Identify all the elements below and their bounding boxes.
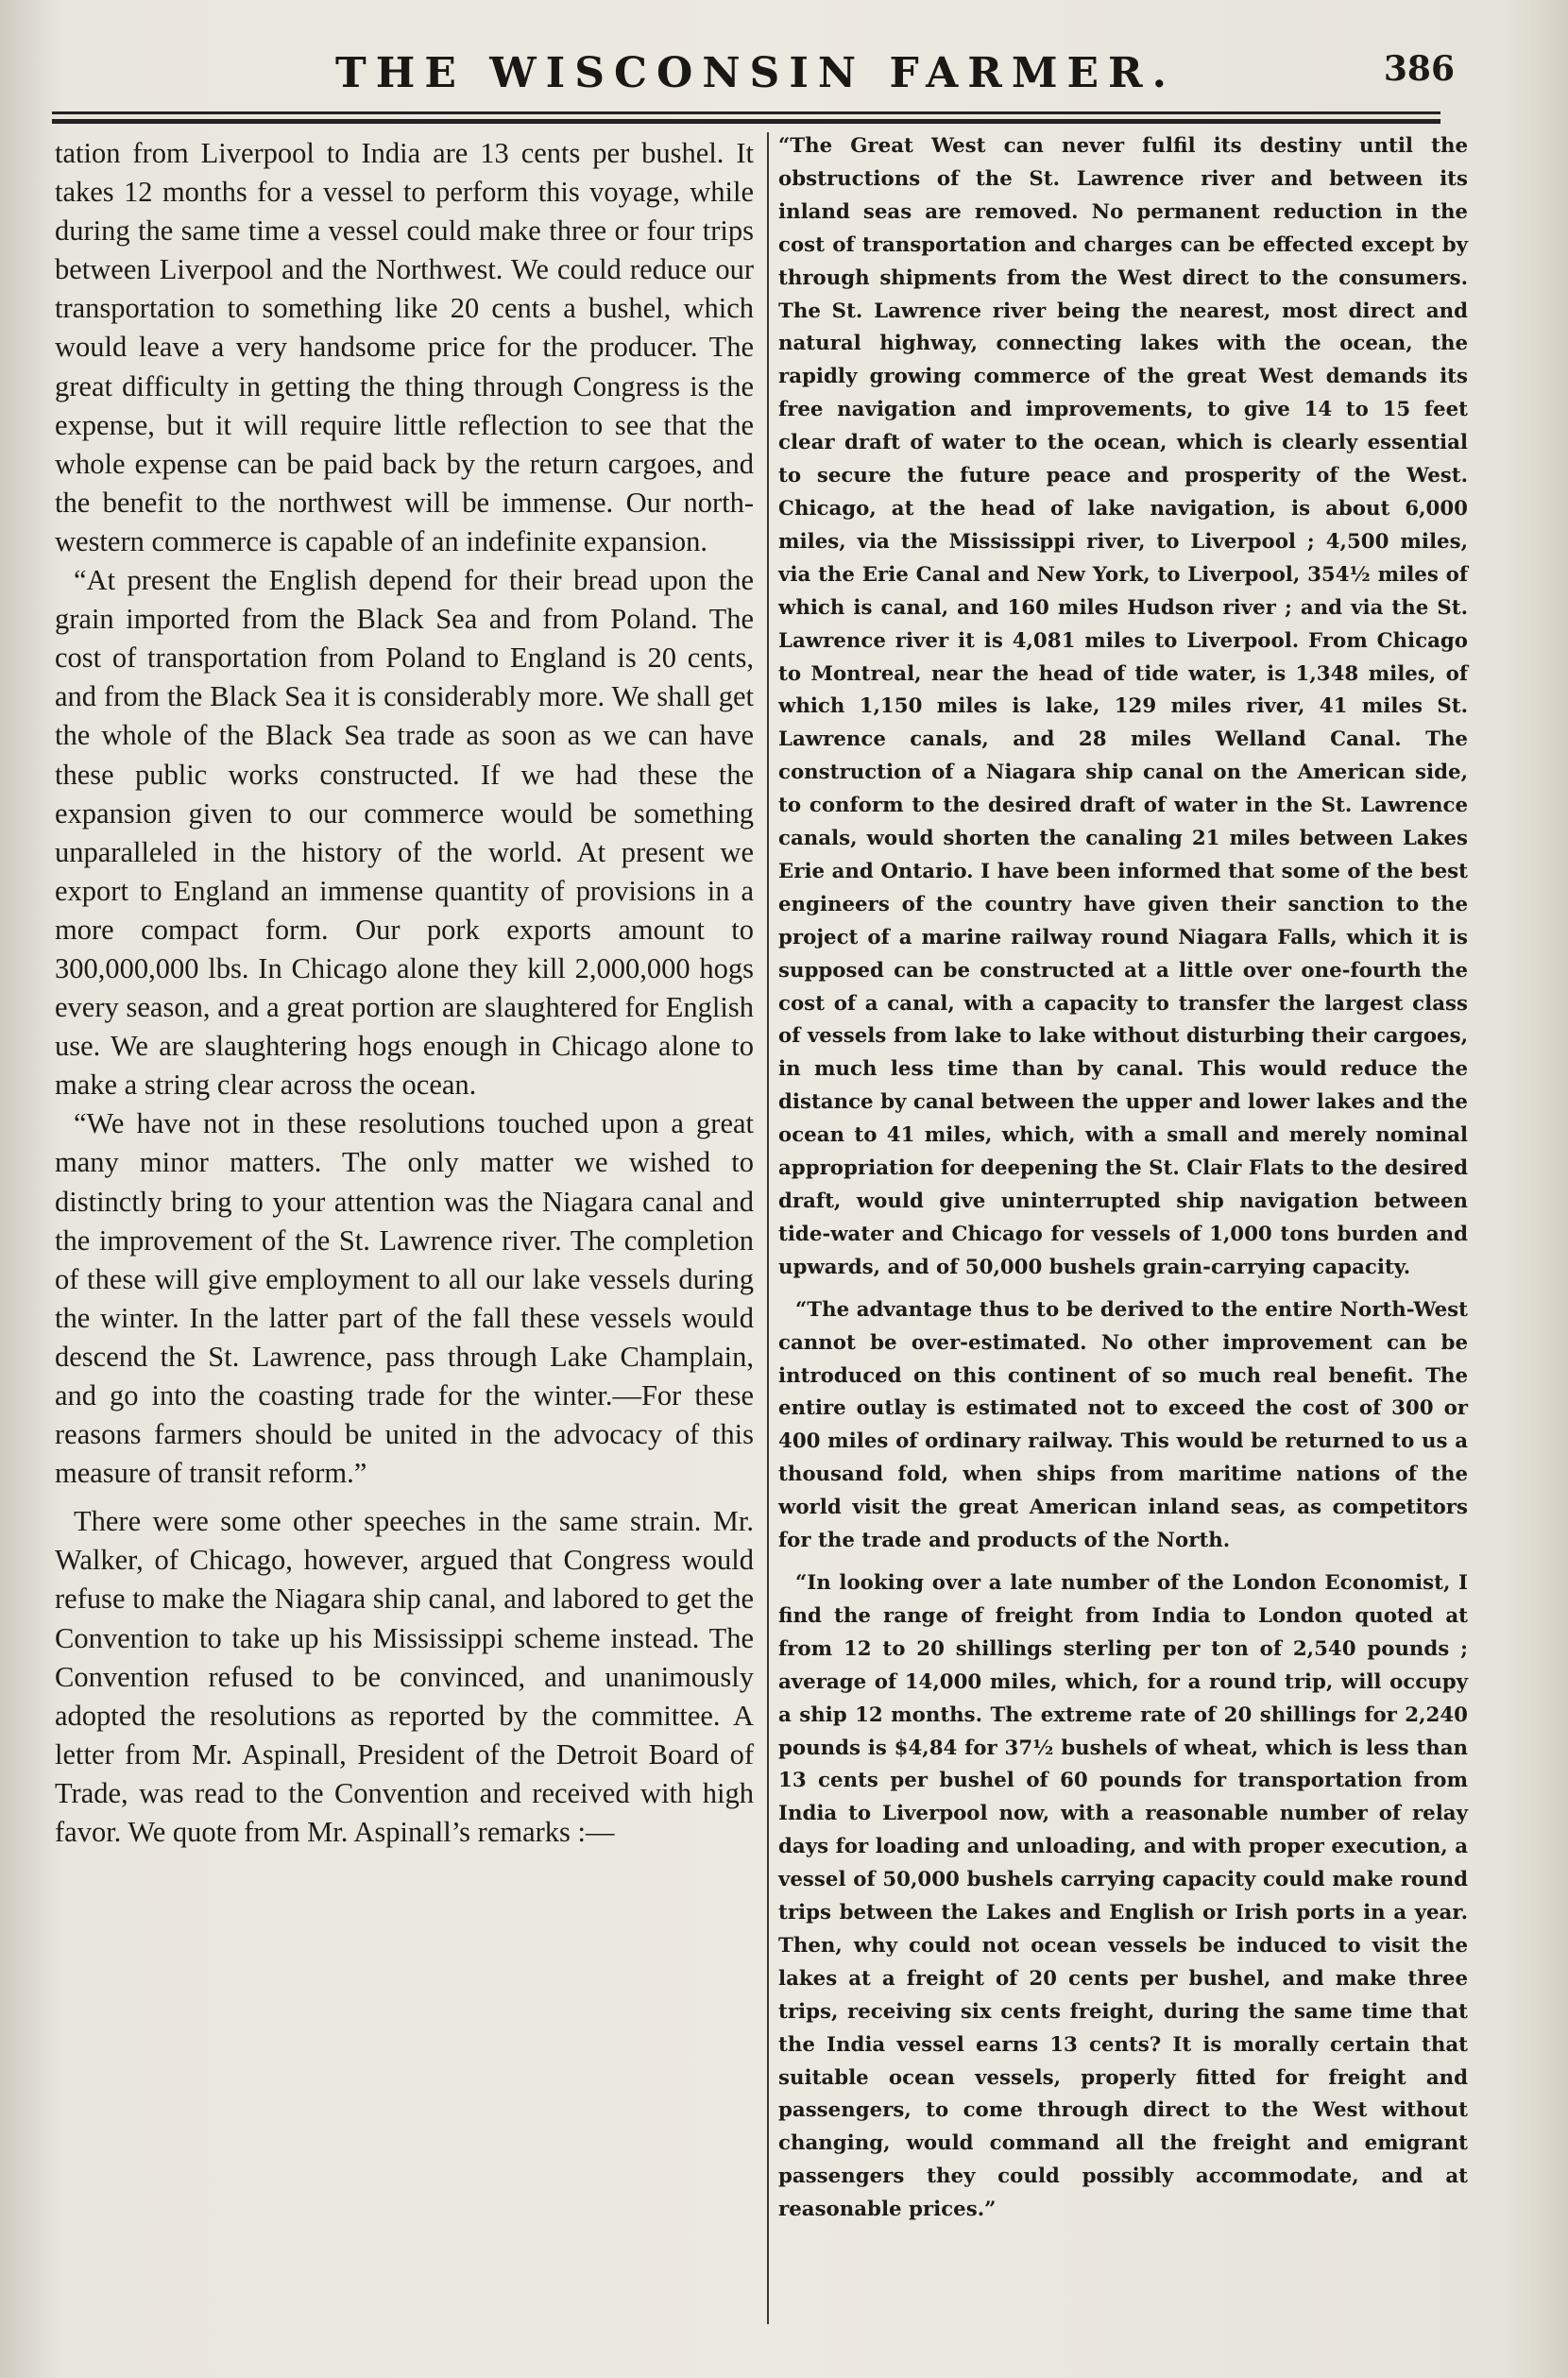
left-paragraph: “At present the English depend for their bread upon the grain imported from the Black Sea and from Poland. The cost of transportation from Poland to England is 20 cents, and from the Black Sea it is considerably more. We shall get the whole of the Black Sea trade as soon as we can have these public works constructed. If we had these the expansion given to our commerce would be something unparalleled in the history of the world. At present we export to England an immense quantity of provisions in a more compact form. Our pork exports amount to 300,000,000 lbs. In Chicago alone they kill 2,000,000 hogs every season, and a great portion are slaughtered for English use. We are slaughtering hogs enough in Chicago alone to make a string clear across the ocean. (55, 564, 754, 1102)
right-paragraph: “The Great West can never fulfil its destiny until the obstructions of the St. Lawrence river and between its inland seas are removed. No permanent reduction in the cost of transportation and charges can be effected except by through shipments from the West direct to the consumers. The St. Lawrence river being the nearest, most direct and natural highway, connecting lakes with the ocean, the rapidly growing commerce of the great West demands its free navigation and improvements, to give 14 to 15 feet clear draft of water to the ocean, which is clearly essential to secure the future peace and prosperity of the West. Chicago, at the head of lake navigation, is about 6,000 miles, via the Mississippi river, to Liverpool ; 4,500 miles, via the Erie Canal and New York, to Liverpool, 354½ miles of which is canal, and 160 miles Hudson river ; and via the St. Lawrence river it is 4,081 miles to Liverpool. From Chicago to Montreal, near the head of tide water, is 1,348 miles, of which 1,150 miles is lake, 129 miles river, 41 miles St. Lawrence canals, and 28 miles Welland Canal. The construction of a Niagara ship canal on the American side, to conform to the desired draft of water in the St. Lawrence canals, would shorten the canaling 21 miles between Lakes Erie and Ontario. I have been informed that some of the best engineers of the country have given their sanction to the project of a marine railway round Niagara Falls, which it is supposed can be constructed at a little over one-fourth the cost of a canal, with a capacity to transfer the largest class of vessels from lake to lake without disturbing their cargoes, in much less time than by canal. This would reduce the distance by canal between the upper and lower lakes and the ocean to 41 miles, which, with a small and merely nominal appropriation for deepening the St. Clair Flats to the desired draft, would give uninterrupted ship navigation between tide-water and Chicago for vessels of 1,000 tons burden and upwards, and of 50,000 bushels grain-carrying capacity. (778, 134, 1468, 1279)
page-header (57, 49, 1455, 106)
right-paragraph: “In looking over a late number of the London Economist, I find the range of freight from India to London quoted at from 12 to 20 shillings sterling per ton of 2,540 pounds ; average of 14,000 miles, which, for a round trip, will occupy a ship 12 months. The extreme rate of 20 shillings for 2,240 pounds is $4,84 for 37½ bushels of wheat, which is less than 13 cents per bushel of 60 pounds for transportation from India to Liverpool now, with a reasonable number of relay days for loading and unloading, and with proper execution, a vessel of 50,000 bushels carrying capacity could make round trips between the Lakes and English or Irish ports in a year. Then, why could not ocean vessels be induced to visit the lakes at a freight of 20 cents per bushel, and make three trips, receiving six cents freight, during the same time that the India vessel earns 13 cents? It is morally certain that suitable ocean vessels, properly fitted for freight and passengers, to come through direct to the West without changing, would command all the freight and emigrant passengers they could possibly accommodate, and at reasonable prices.” (778, 1570, 1468, 2222)
right-column (778, 130, 1468, 2227)
column-divider (767, 132, 769, 2324)
left-paragraph: tation from Liverpool to India are 13 cents per bushel. It takes 12 months for a vessel to perform this voyage, while during the same time a vessel could make three or four trips between Liverpool and the Northwest. We could reduce our transportation to something like 20 cents a bushel, which would leave a very handsome price for the producer. The great difficulty in getting the thing through Congress is the expense, but it will require little reflection to see that the whole expense can be paid back by the return cargoes, and the benefit to the northwest will be immense. Our north-western commerce is capable of an indefinite expansion. (55, 137, 754, 557)
page-number: 386 (1383, 49, 1455, 89)
header-rule-thin (52, 111, 1440, 114)
header-rule-thick (52, 119, 1440, 124)
left-column (55, 134, 754, 1852)
right-paragraph: “The advantage thus to be derived to the entire North-West cannot be over-estimated. No other improvement can be introduced on this continent of so much real benefit. The entire outlay is estimated not to exceed the cost of 300 or 400 miles of ordinary railway. This would be returned to us a thousand fold, when ships from maritime nations of the world visit the great American inland seas, as competitors for the trade and products of the North. (778, 1297, 1468, 1553)
left-paragraph: There were some other speeches in the same strain. Mr. Walker, of Chicago, however, argued that Congress would refuse to make the Niagara ship canal, and labored to get the Convention to take up his Mississippi scheme instead. The Convention refused to be convinced, and unanimously adopted the resolutions as reported by the committee. A letter from Mr. Aspinall, President of the Detroit Board of Trade, was read to the Convention and received with high favor. We quote from Mr. Aspinall’s remarks :— (55, 1505, 754, 1849)
left-paragraph: “We have not in these resolutions touched upon a great many minor matters. The only matter we wished to distinctly bring to your attention was the Niagara canal and the improvement of the St. Lawrence river. The completion of these will give employment to all our lake vessels during the winter. In the latter part of the fall these vessels would descend the St. Lawrence, pass through Lake Champlain, and go into the coasting trade for the winter.—For these reasons farmers should be united in the advocacy of this measure of transit reform.” (55, 1107, 754, 1490)
page-title: THE WISCONSIN FARMER. (335, 49, 1176, 97)
